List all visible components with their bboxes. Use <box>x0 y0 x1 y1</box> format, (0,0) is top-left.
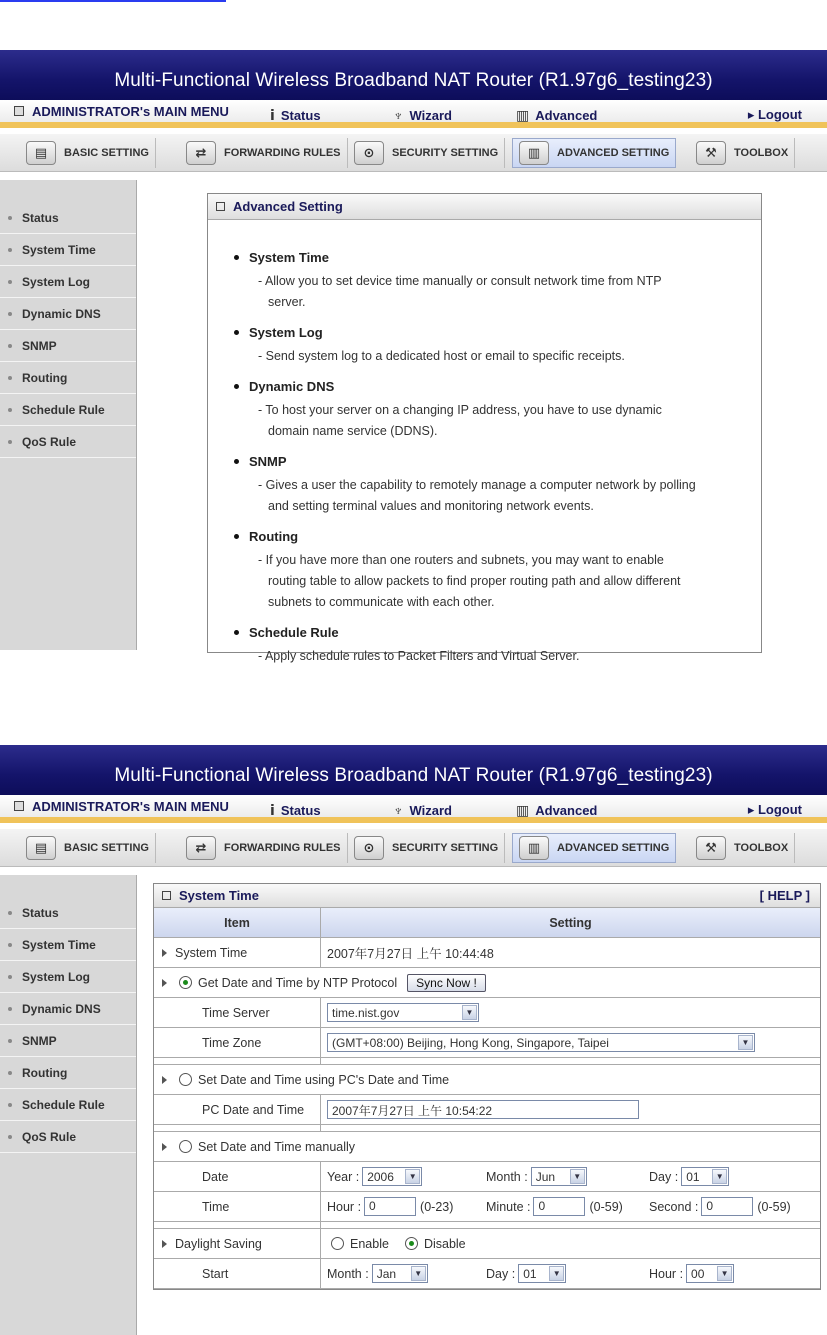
row-label: Start <box>154 1259 321 1288</box>
arrow-right-icon <box>162 1076 167 1084</box>
tab-advanced-setting[interactable] <box>512 833 676 863</box>
tab-forwarding-rules[interactable] <box>180 833 348 863</box>
tab-basic-setting[interactable] <box>20 138 156 168</box>
sidebar <box>0 180 137 650</box>
menu-square-icon <box>14 801 24 811</box>
time-server-select[interactable] <box>327 1003 479 1022</box>
tab-forwarding-label: FORWARDING RULES <box>224 147 341 159</box>
entry-desc: - To host your server on a changing IP address, you have to use dynamic <box>258 403 662 417</box>
sidebar-item-label: System Log <box>22 274 91 289</box>
select-value: time.nist.gov <box>332 1005 400 1020</box>
sidebar-item-label: System Time <box>22 242 96 257</box>
bullet-icon <box>8 440 12 444</box>
day-label: Day : <box>649 1169 679 1184</box>
sidebar-item-system-time[interactable] <box>0 234 136 266</box>
sidebar-item-label: Routing <box>22 1065 68 1080</box>
row-date <box>154 1162 820 1192</box>
title-bar <box>0 50 827 100</box>
advanced-setting-panel <box>207 193 762 663</box>
security-icon: ⊙ <box>354 836 384 860</box>
start-hour-label: Hour : <box>649 1266 684 1281</box>
main-menu-bar <box>0 100 827 128</box>
sidebar-item-system-log[interactable] <box>0 961 136 993</box>
row-pc-date <box>154 1095 820 1125</box>
pc-time-radio[interactable] <box>179 1073 192 1086</box>
entry-system-log <box>232 325 737 367</box>
select-value: 2006 <box>367 1169 394 1184</box>
advanced-setting-icon: ▥ <box>519 836 549 860</box>
dst-enable-radio[interactable] <box>331 1237 344 1250</box>
menu-wizard[interactable] <box>393 107 452 123</box>
panel-title: System Time <box>179 888 259 903</box>
entry-desc: - Gives a user the capability to remotely manage a computer network by polling <box>258 478 696 492</box>
sidebar-item-system-log[interactable] <box>0 266 136 298</box>
basic-setting-icon: ▤ <box>26 836 56 860</box>
minute-input[interactable]: 0 <box>533 1197 585 1216</box>
system-time-panel <box>153 883 821 1290</box>
row-daylight-saving <box>154 1229 820 1259</box>
menu-advanced[interactable] <box>516 802 597 819</box>
entry-desc: - Allow you to set device time manually or consult network time from NTP <box>258 274 662 288</box>
row-time-zone <box>154 1028 820 1058</box>
select-value: 00 <box>691 1266 705 1281</box>
tab-advanced-label: ADVANCED SETTING <box>557 842 670 854</box>
menu-status[interactable] <box>270 107 321 124</box>
sidebar-item-label: Dynamic DNS <box>22 1001 101 1016</box>
sidebar-item-routing[interactable] <box>0 1057 136 1089</box>
hour-label: Hour : <box>327 1199 362 1214</box>
tab-security-setting[interactable] <box>348 138 505 168</box>
row-manual <box>154 1132 820 1162</box>
year-label: Year : <box>327 1169 360 1184</box>
entry-desc: routing table to allow packets to find proper routing path and allow different <box>268 574 681 588</box>
title-bar <box>0 745 827 795</box>
chevron-down-icon: ▼ <box>462 1005 477 1020</box>
ntp-radio[interactable] <box>179 976 192 989</box>
panel-title: Advanced Setting <box>233 199 343 214</box>
panel-header <box>208 194 761 220</box>
manual-radio[interactable] <box>179 1140 192 1153</box>
col-setting: Setting <box>549 915 592 930</box>
bullet-icon <box>8 1071 12 1075</box>
sidebar-item-qos-rule[interactable] <box>0 426 136 458</box>
sidebar-item-schedule-rule[interactable] <box>0 1089 136 1121</box>
sidebar-item-label: SNMP <box>22 1033 57 1048</box>
bullet-icon <box>234 534 239 539</box>
row-time <box>154 1192 820 1222</box>
app-title: Multi-Functional Wireless Broadband NAT Router (R1.97g6_testing23) <box>114 765 713 786</box>
help-link[interactable]: [ HELP ] <box>759 888 810 903</box>
menu-advanced[interactable] <box>516 107 597 124</box>
tab-basic-label: BASIC SETTING <box>64 842 149 854</box>
logout-link[interactable]: ▸ Logout <box>747 107 802 122</box>
tab-bar <box>0 829 827 867</box>
sidebar-item-dynamic-dns[interactable] <box>0 993 136 1025</box>
sidebar-item-label: Status <box>22 210 59 225</box>
select-value: 01 <box>686 1169 700 1184</box>
sidebar-item-dynamic-dns[interactable] <box>0 298 136 330</box>
sidebar-item-schedule-rule[interactable] <box>0 394 136 426</box>
select-value: Jun <box>535 1169 556 1184</box>
row-label: Date <box>154 1162 321 1191</box>
entry-title: Schedule Rule <box>249 625 339 640</box>
entry-routing <box>232 529 737 613</box>
tab-forwarding-label: FORWARDING RULES <box>224 842 341 854</box>
menu-square-icon <box>14 106 24 116</box>
status-icon: ⅰ <box>270 107 275 123</box>
tab-basic-setting[interactable] <box>20 833 156 863</box>
entry-desc: server. <box>268 295 306 309</box>
advanced-setting-icon: ▥ <box>519 141 549 165</box>
bullet-icon <box>234 255 239 260</box>
bullet-icon <box>8 344 12 348</box>
security-icon: ⊙ <box>354 141 384 165</box>
select-value: (GMT+08:00) Beijing, Hong Kong, Singapore, Taipei <box>332 1035 609 1050</box>
entry-snmp <box>232 454 737 517</box>
select-value: 01 <box>523 1266 537 1281</box>
col-item: Item <box>154 908 321 937</box>
chevron-down-icon: ▼ <box>570 1169 585 1184</box>
bullet-icon <box>8 216 12 220</box>
sidebar-item-label: Status <box>22 905 59 920</box>
logout-label: Logout <box>757 107 802 122</box>
row-label: Time Zone <box>154 1028 321 1057</box>
tab-toolbox[interactable] <box>690 138 795 168</box>
minute-label: Minute : <box>486 1199 531 1214</box>
dst-disable-radio[interactable] <box>405 1237 418 1250</box>
row-label: Daylight Saving <box>175 1236 262 1251</box>
panel-square-icon <box>216 202 225 211</box>
row-label: PC Date and Time <box>154 1095 321 1124</box>
bullet-icon <box>8 376 12 380</box>
entry-title: System Log <box>249 325 323 340</box>
entry-desc: - If you have more than one routers and subnets, you may want to enable <box>258 553 664 567</box>
chevron-down-icon: ▼ <box>717 1266 732 1281</box>
tab-basic-label: BASIC SETTING <box>64 147 149 159</box>
main-menu-bar <box>0 795 827 823</box>
entry-desc: domain name service (DDNS). <box>268 424 438 438</box>
tab-advanced-label: ADVANCED SETTING <box>557 147 670 159</box>
entry-title: Routing <box>249 529 299 544</box>
bullet-icon <box>234 630 239 635</box>
system-time-screen <box>0 745 827 1335</box>
bullet-icon <box>234 330 239 335</box>
chevron-down-icon: ▼ <box>712 1169 727 1184</box>
day-select[interactable] <box>681 1167 729 1186</box>
menu-advanced-label: Advanced <box>535 803 598 818</box>
row-time-server <box>154 998 820 1028</box>
chevron-down-icon: ▼ <box>738 1035 753 1050</box>
start-month-select[interactable] <box>372 1264 428 1283</box>
entry-schedule-rule <box>232 625 737 667</box>
bullet-icon <box>8 975 12 979</box>
sidebar-item-label: Dynamic DNS <box>22 306 101 321</box>
second-range: (0-59) <box>757 1199 791 1214</box>
panel-square-icon <box>162 891 171 900</box>
chevron-down-icon: ▼ <box>405 1169 420 1184</box>
chevron-down-icon: ▼ <box>411 1266 426 1281</box>
toolbox-icon: ⚒ <box>696 836 726 860</box>
sync-now-button[interactable]: Sync Now ! <box>407 974 486 992</box>
year-select[interactable] <box>362 1167 422 1186</box>
entry-title: Dynamic DNS <box>249 379 335 394</box>
sidebar-item-label: QoS Rule <box>22 1129 77 1144</box>
sidebar-item-label: QoS Rule <box>22 434 77 449</box>
month-select[interactable] <box>531 1167 587 1186</box>
arrow-right-icon <box>162 979 167 987</box>
bullet-icon <box>234 384 239 389</box>
second-label: Second : <box>649 1199 699 1214</box>
menu-advanced-label: Advanced <box>535 108 598 123</box>
disable-label: Disable <box>423 1236 466 1251</box>
manual-label: Set Date and Time manually <box>198 1139 356 1154</box>
wizard-icon: ♆ <box>393 107 404 123</box>
forwarding-icon: ⇄ <box>186 141 216 165</box>
sidebar-item-qos-rule[interactable] <box>0 1121 136 1153</box>
pc-date-input[interactable]: 2007年7月27日 上午 10:54:22 <box>327 1100 639 1119</box>
basic-setting-icon: ▤ <box>26 141 56 165</box>
sidebar-item-label: SNMP <box>22 338 57 353</box>
entry-desc: - Apply schedule rules to Packet Filters and Virtual Server. <box>258 649 580 663</box>
hour-input[interactable]: 0 <box>364 1197 416 1216</box>
tab-security-setting[interactable] <box>348 833 505 863</box>
sidebar-item-status[interactable] <box>0 202 136 234</box>
entry-dynamic-dns <box>232 379 737 442</box>
table-header <box>154 908 820 938</box>
wizard-icon: ♆ <box>393 802 404 818</box>
sidebar-item-label: Routing <box>22 370 68 385</box>
advanced-icon: ▥ <box>516 107 530 123</box>
app-title: Multi-Functional Wireless Broadband NAT Router (R1.97g6_testing23) <box>114 70 713 91</box>
tab-toolbox-label: TOOLBOX <box>734 842 789 854</box>
start-month-label: Month : <box>327 1266 369 1281</box>
row-label: Time Server <box>154 998 321 1027</box>
menu-status-label: Status <box>280 108 321 123</box>
advanced-setting-screen <box>0 50 827 663</box>
sidebar-item-label: Schedule Rule <box>22 402 105 417</box>
top-link-underline <box>0 0 226 2</box>
tab-toolbox-label: TOOLBOX <box>734 147 789 159</box>
start-day-label: Day : <box>486 1266 516 1281</box>
advanced-icon: ▥ <box>516 802 530 818</box>
status-icon: ⅰ <box>270 802 275 818</box>
system-time-value: 2007年7月27日 上午 10:44:48 <box>327 946 494 961</box>
ntp-label: Get Date and Time by NTP Protocol <box>198 975 398 990</box>
bullet-icon <box>234 459 239 464</box>
forwarding-icon: ⇄ <box>186 836 216 860</box>
admin-main-menu-link[interactable]: ADMINISTRATOR's MAIN MENU <box>32 798 229 814</box>
tab-advanced-setting[interactable] <box>512 138 676 168</box>
row-pc-time <box>154 1065 820 1095</box>
sidebar-item-snmp[interactable] <box>0 1025 136 1057</box>
select-value: Jan <box>376 1266 397 1281</box>
entry-title: System Time <box>249 250 329 265</box>
admin-main-menu-link[interactable]: ADMINISTRATOR's MAIN MENU <box>32 103 229 119</box>
pc-time-label: Set Date and Time using PC's Date and Time <box>198 1072 450 1087</box>
start-day-select[interactable] <box>518 1264 566 1283</box>
bullet-icon <box>8 1135 12 1139</box>
bullet-icon <box>8 1007 12 1011</box>
start-hour-select[interactable] <box>686 1264 734 1283</box>
sidebar-item-label: System Log <box>22 969 91 984</box>
bullet-icon <box>8 1103 12 1107</box>
tab-bar <box>0 134 827 172</box>
bullet-icon <box>8 943 12 947</box>
menu-wizard[interactable] <box>393 802 452 818</box>
row-system-time <box>154 938 820 968</box>
chevron-down-icon: ▼ <box>549 1266 564 1281</box>
month-label: Month : <box>486 1169 528 1184</box>
enable-label: Enable <box>350 1236 389 1251</box>
sidebar <box>0 875 137 1335</box>
bullet-icon <box>8 280 12 284</box>
bullet-icon <box>8 1039 12 1043</box>
hour-range: (0-23) <box>420 1199 454 1214</box>
arrow-right-icon <box>162 1240 167 1248</box>
sidebar-item-status[interactable] <box>0 897 136 929</box>
sidebar-item-label: Schedule Rule <box>22 1097 105 1112</box>
entry-desc: subnets to communicate with each other. <box>268 595 495 609</box>
panel-header <box>154 884 820 908</box>
bullet-icon <box>8 408 12 412</box>
time-zone-select[interactable] <box>327 1033 755 1052</box>
logout-label: Logout <box>757 802 802 817</box>
entry-desc: - Send system log to a dedicated host or email to specific receipts. <box>258 349 625 363</box>
entry-desc: and setting terminal values and monitoring network events. <box>268 499 594 513</box>
arrow-right-icon <box>162 949 167 957</box>
sidebar-item-routing[interactable] <box>0 362 136 394</box>
bullet-icon <box>8 312 12 316</box>
second-input[interactable]: 0 <box>701 1197 753 1216</box>
arrow-right-icon <box>162 1143 167 1151</box>
logout-link[interactable]: ▸ Logout <box>747 802 802 817</box>
tab-forwarding-rules[interactable] <box>180 138 348 168</box>
menu-status[interactable] <box>270 802 321 819</box>
menu-wizard-label: Wizard <box>409 107 452 123</box>
row-start <box>154 1259 820 1289</box>
row-label: Time <box>154 1192 321 1221</box>
menu-status-label: Status <box>280 803 321 818</box>
entry-title: SNMP <box>249 454 287 469</box>
entry-system-time <box>232 250 737 313</box>
toolbox-icon: ⚒ <box>696 141 726 165</box>
tab-security-label: SECURITY SETTING <box>392 842 499 854</box>
menu-wizard-label: Wizard <box>409 802 452 818</box>
row-ntp <box>154 968 820 998</box>
sidebar-item-snmp[interactable] <box>0 330 136 362</box>
tab-toolbox[interactable] <box>690 833 795 863</box>
minute-range: (0-59) <box>589 1199 623 1214</box>
bullet-icon <box>8 911 12 915</box>
sidebar-item-label: System Time <box>22 937 96 952</box>
sidebar-item-system-time[interactable] <box>0 929 136 961</box>
bullet-icon <box>8 248 12 252</box>
tab-security-label: SECURITY SETTING <box>392 147 499 159</box>
row-label: System Time <box>175 945 248 960</box>
